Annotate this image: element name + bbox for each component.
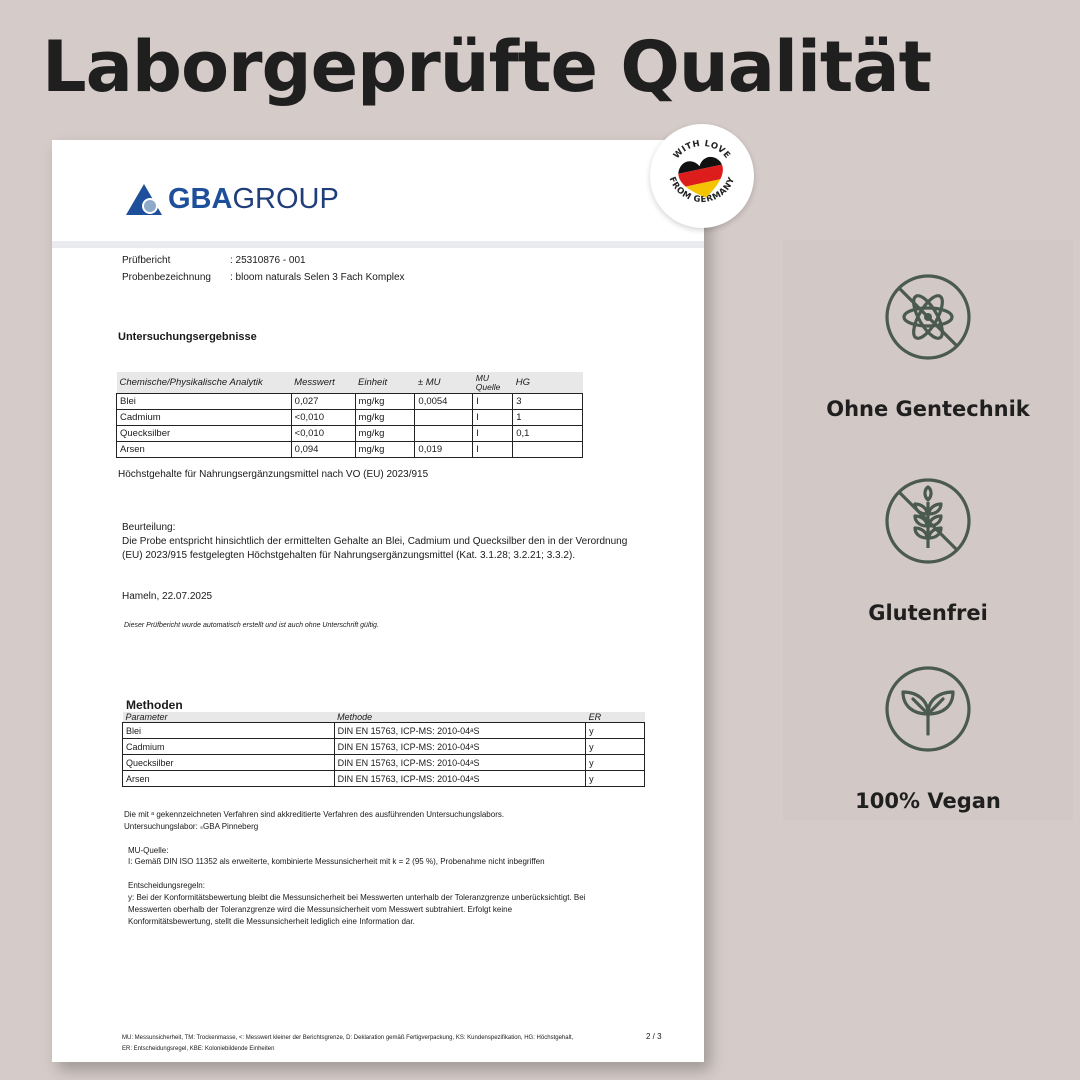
feature-gluten-free [783, 476, 1073, 625]
limits-note: Höchstgehalte für Nahrungsergänzungsmittel nach VO (EU) 2023/915 [118, 469, 429, 480]
table-row [123, 739, 645, 755]
footer-line: ER: Entscheidungsregel, KBE: Koloniebildende Einheiten [122, 1046, 275, 1052]
made-in-germany-badge [650, 124, 754, 228]
footer-line: MU: Messunsicherheit, TM: Trockenmasse, <: Messwert kleiner der Berichtsgrenze, D: Deklaration gemäß Fertigverpackung, KS: Kundenspezifikation, HG: Höchstgehalt, [122, 1035, 574, 1041]
table-row [117, 394, 583, 410]
table-cell: y [586, 723, 645, 739]
col-header: ± MU [415, 372, 473, 394]
table-cell: DIN EN 15763, ICP-MS: 2010-04ᵃS [334, 755, 585, 771]
table-cell: Quecksilber [123, 755, 335, 771]
table-cell: y [586, 771, 645, 787]
col-header: ER [586, 712, 645, 723]
meta-value-report: : 25310876 - 001 [230, 255, 306, 266]
table-cell: Quecksilber [117, 426, 292, 442]
table-cell: Blei [123, 723, 335, 739]
meta-label-sample: Probenbezeichnung [122, 272, 211, 283]
table-cell: Cadmium [117, 410, 292, 426]
results-table [116, 372, 583, 458]
auto-generated-note: Dieser Prüfbericht wurde automatisch erstellt und ist auch ohne Unterschrift gültig. [124, 622, 379, 629]
table-cell: 0,019 [415, 442, 473, 458]
feature-no-gmo [783, 272, 1073, 421]
col-header: Einheit [355, 372, 415, 394]
col-header: MU Quelle [473, 372, 513, 394]
table-cell: I [473, 410, 513, 426]
table-cell: I [473, 442, 513, 458]
table-cell [513, 442, 583, 458]
table-cell: DIN EN 15763, ICP-MS: 2010-04ᵃS [334, 739, 585, 755]
table-row [117, 442, 583, 458]
table-cell: DIN EN 15763, ICP-MS: 2010-04ᵃS [334, 771, 585, 787]
feature-label: Ohne Gentechnik [826, 397, 1030, 421]
table-cell: 1 [513, 410, 583, 426]
assessment-title: Beurteilung: [122, 522, 176, 533]
decision-line: y: Bei der Konformitätsbewertung bleibt die Messunsicherheit bei Messwerten unterhalb der Toleranzgrenze unberücksichtigt. Bei [128, 893, 586, 902]
lab-report-document [52, 140, 704, 1062]
feature-vegan [783, 664, 1073, 813]
results-header-row [117, 372, 583, 394]
header-band [52, 241, 704, 248]
no-gmo-atom-icon [883, 272, 973, 362]
col-header: Messwert [291, 372, 355, 394]
badge-bottom-text: FROM GERMANY [666, 175, 738, 206]
table-cell: Cadmium [123, 739, 335, 755]
lab-line: Untersuchungslabor: ₛGBA Pinneberg [124, 822, 259, 831]
table-row [123, 723, 645, 739]
decision-line: Messwerten oberhalb der Toleranzgrenze wird die Messunsicherheit vom Messwert subtrahiert. Erfolgt keine [128, 905, 513, 914]
methods-table [122, 712, 645, 787]
gluten-free-wheat-icon [883, 476, 973, 566]
table-row [123, 771, 645, 787]
badge-top-text: WITH LOVE [671, 138, 733, 161]
table-cell [415, 426, 473, 442]
table-cell: 0,094 [291, 442, 355, 458]
col-header: Chemische/Physikalische Analytik [117, 372, 292, 394]
table-cell: <0,010 [291, 426, 355, 442]
table-row [117, 426, 583, 442]
feature-label: Glutenfrei [868, 601, 988, 625]
mu-title: MU-Quelle: [128, 846, 169, 855]
table-row [117, 410, 583, 426]
table-cell: Arsen [117, 442, 292, 458]
results-heading: Untersuchungsergebnisse [118, 331, 257, 343]
features-panel [783, 240, 1073, 820]
table-cell: 0,1 [513, 426, 583, 442]
headline: Laborgeprüfte Qualität [42, 26, 932, 108]
table-cell: 0,027 [291, 394, 355, 410]
table-cell: mg/kg [355, 426, 415, 442]
feature-label: 100% Vegan [855, 789, 1001, 813]
table-cell: <0,010 [291, 410, 355, 426]
place-date: Hameln, 22.07.2025 [122, 591, 213, 602]
meta-label-report: Prüfbericht [122, 255, 171, 266]
svg-text:WITH LOVE [672, 139, 732, 161]
table-cell: y [586, 755, 645, 771]
table-cell: mg/kg [355, 442, 415, 458]
table-cell: mg/kg [355, 410, 415, 426]
logo-regular-text: GROUP [232, 182, 339, 215]
table-cell: 3 [513, 394, 583, 410]
gba-logo-icon [124, 182, 164, 216]
table-cell: y [586, 739, 645, 755]
assessment-line: Die Probe entspricht hinsichtlich der ermittelten Gehalte an Blei, Cadmium und Quecksilber den in der Verordnung [122, 536, 628, 547]
methods-header-row [123, 712, 645, 723]
page-number: 2 / 3 [646, 1032, 662, 1041]
table-cell [415, 410, 473, 426]
table-cell: mg/kg [355, 394, 415, 410]
assessment-line: (EU) 2023/915 festgelegten Höchstgehalten für Nahrungsergänzungsmittel (Kat. 3.1.28; 3.2.21; 3.3.2). [122, 550, 576, 561]
table-cell: DIN EN 15763, ICP-MS: 2010-04ᵃS [334, 723, 585, 739]
accredited-note: Die mit ᵃ gekennzeichneten Verfahren sind akkreditierte Verfahren des ausführenden Untersuchungslabors. [124, 810, 505, 819]
table-cell: I [473, 394, 513, 410]
gba-group-logo [124, 182, 339, 216]
col-header: Methode [334, 712, 585, 723]
table-cell: I [473, 426, 513, 442]
german-flag-heart-icon [650, 124, 754, 228]
col-header: Parameter [123, 712, 335, 723]
table-row [123, 755, 645, 771]
meta-value-sample: : bloom naturals Selen 3 Fach Komplex [230, 272, 405, 283]
methods-heading: Methoden [126, 698, 183, 712]
decision-line: Konformitätsbewertung, stellt die Messunsicherheit lediglich eine Information dar. [128, 917, 415, 926]
col-header: HG [513, 372, 583, 394]
table-cell: Blei [117, 394, 292, 410]
table-cell: Arsen [123, 771, 335, 787]
mu-line: I: Gemäß DIN ISO 11352 als erweiterte, kombinierte Messunsicherheit mit k = 2 (95 %), Probenahme nicht inbegriffen [128, 857, 545, 866]
table-cell: 0,0054 [415, 394, 473, 410]
vegan-leaf-icon [883, 664, 973, 754]
decision-title: Entscheidungsregeln: [128, 881, 205, 890]
logo-bold-text: GBA [168, 182, 233, 215]
